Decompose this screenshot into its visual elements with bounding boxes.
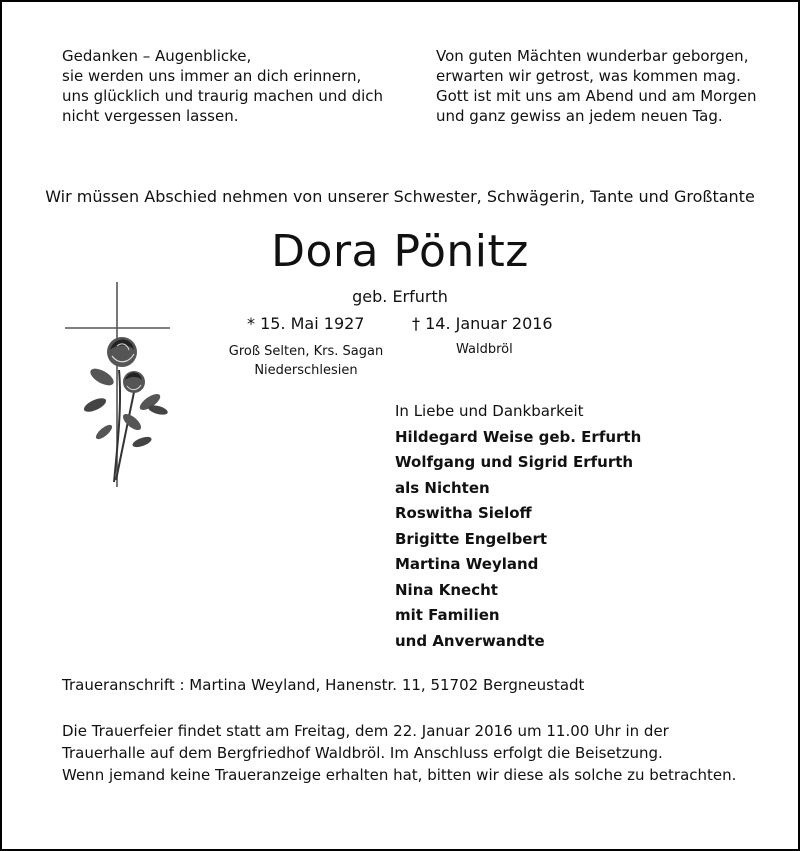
mourner-name: Nina Knecht [395,580,498,599]
mourners-heading: In Liebe und Dankbarkeit [395,402,584,420]
condolence-address: Traueranschrift : Martina Weyland, Hanenstr. 11, 51702 Bergneustadt [62,676,585,694]
mourner-name: Wolfgang und Sigrid Erfurth [395,453,634,471]
funeral-service-info [62,720,736,786]
mourner-name: Brigitte Engelbert [395,529,548,548]
poem-left [62,46,383,126]
intro-text: Wir müssen Abschied nehmen von unserer Schwester, Schwägerin, Tante und Großtante [45,187,755,206]
poem-line: sie werden uns immer an dich erinnern, [62,67,362,85]
poem-line: Gedanken – Augenblicke, [62,47,252,65]
mourner-name: Roswitha Sieloff [395,504,532,522]
mourner-name: mit Familien [395,606,500,624]
birth-place-line: Groß Selten, Krs. Sagan [228,344,384,359]
poem-line: und ganz gewiss an jedem neuen Tag. [436,107,723,125]
service-line: Wenn jemand keine Traueranzeige erhalten hat, bitten wir diese als solche zu betrachten. [62,766,737,784]
mourner-name: als Nichten [395,478,490,497]
birth-place [226,342,386,380]
poem-right [436,46,757,126]
mourner-name: und Anverwandte [395,631,545,650]
poem-line: uns glücklich und traurig machen und dich [62,87,384,105]
death-date: † 14. Januar 2016 [412,314,553,333]
poem-line: Von guten Mächten wunderbar geborgen, [436,47,749,65]
service-line: Trauerhalle auf dem Bergfriedhof Waldbröl. Im Anschluss erfolgt die Beisetzung. [62,744,663,762]
birth-place-line: Niederschlesien [254,363,358,378]
death-place: Waldbröl [456,342,513,357]
service-line: Die Trauerfeier findet statt am Freitag, dem 22. Januar 2016 um 11.00 Uhr in der [62,722,669,740]
mourners-list [395,399,641,654]
deceased-name: Dora Pönitz [271,226,529,277]
birth-date: * 15. Mai 1927 [247,314,365,333]
maiden-name: geb. Erfurth [352,287,448,306]
poem-line: nicht vergessen lassen. [62,107,239,125]
mourner-name: Hildegard Weise geb. Erfurth [395,427,642,446]
poem-line: erwarten wir getrost, was kommen mag. [436,67,741,85]
mourner-name: Martina Weyland [395,555,539,573]
cross-with-rose-icon [62,282,174,492]
poem-line: Gott ist mit uns am Abend und am Morgen [436,87,757,105]
